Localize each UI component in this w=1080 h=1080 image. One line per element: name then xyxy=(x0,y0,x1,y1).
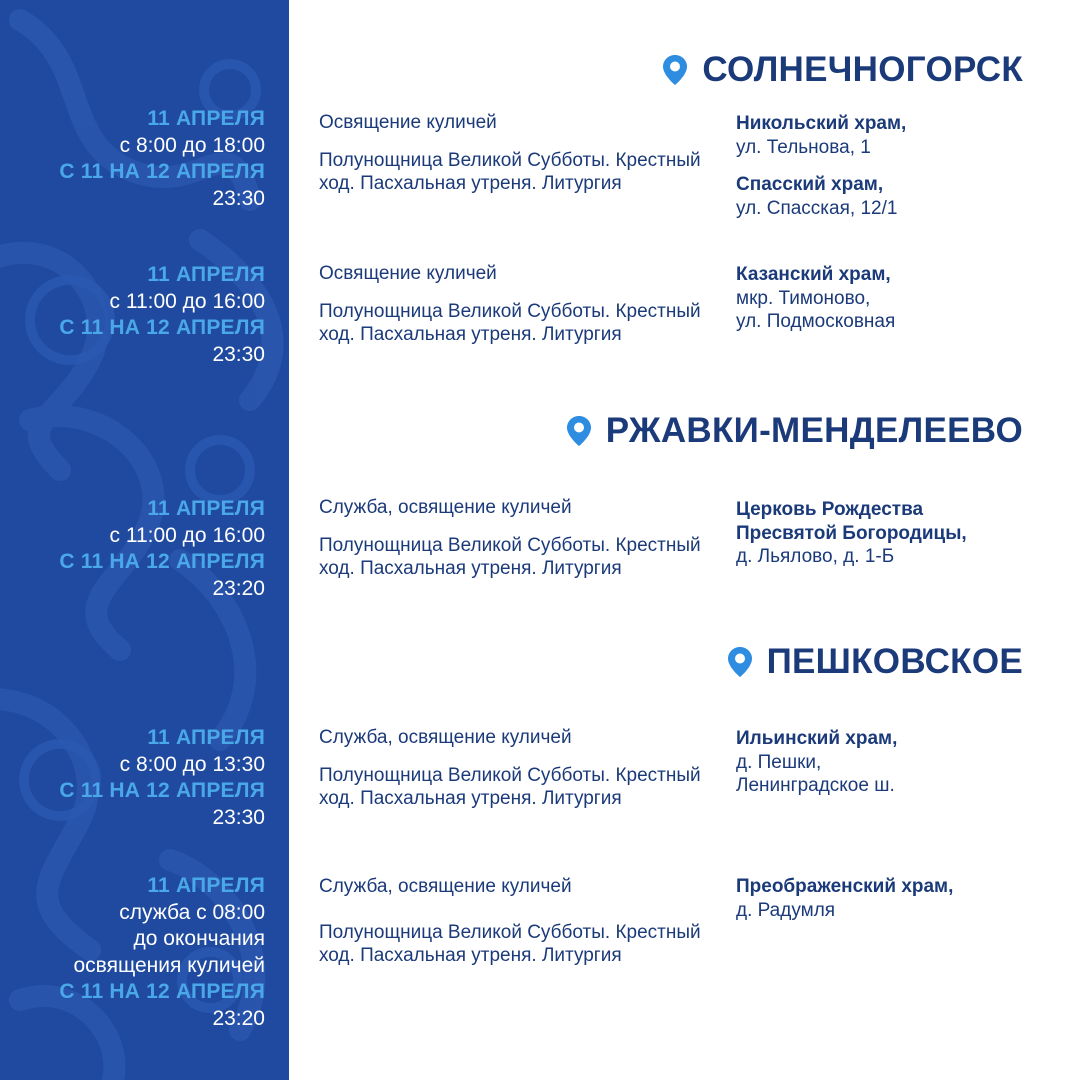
event-text: Полунощница Великой Субботы. Крестный ход. Пасхальная утреня. Литургия xyxy=(319,534,701,579)
time-text: освящения куличей xyxy=(73,953,265,977)
time-range: с 11:00 до 16:00 xyxy=(109,523,265,547)
date-label: 11 АПРЕЛЯ xyxy=(147,726,265,749)
event-text: Служба, освящение куличей xyxy=(319,497,572,518)
date-label: С 11 НА 12 АПРЕЛЯ xyxy=(59,316,265,339)
date-label: С 11 НА 12 АПРЕЛЯ xyxy=(59,550,265,573)
church-name: Ильинский храм, xyxy=(736,728,898,749)
event-list xyxy=(319,496,709,581)
date-block xyxy=(5,262,265,368)
date-label: С 11 НА 12 АПРЕЛЯ xyxy=(59,980,265,1003)
time-value: 23:20 xyxy=(212,1006,265,1030)
event-text: Полунощница Великой Субботы. Крестный ход. Пасхальная утреня. Литургия xyxy=(319,149,701,194)
church-name: Церковь Рождества xyxy=(736,499,924,520)
city-heading xyxy=(727,640,1023,684)
date-label: С 11 НА 12 АПРЕЛЯ xyxy=(59,160,265,183)
place-block xyxy=(736,112,1056,220)
date-label: 11 АПРЕЛЯ xyxy=(147,107,265,130)
church-address: д. Пешки, xyxy=(736,751,822,773)
church-address: д. Льялово, д. 1-Б xyxy=(736,546,895,567)
time-range: с 8:00 до 13:30 xyxy=(119,752,265,776)
event-list xyxy=(319,726,709,811)
city-heading xyxy=(566,409,1023,453)
date-label: 11 АПРЕЛЯ xyxy=(147,874,265,897)
church-address: ул. Тельнова, 1 xyxy=(736,136,871,158)
date-label: 11 АПРЕЛЯ xyxy=(147,263,265,286)
date-block xyxy=(5,106,265,212)
church-address: ул. Спасская, 12/1 xyxy=(736,197,898,219)
place-block xyxy=(736,875,1056,922)
place-block xyxy=(736,263,1056,334)
location-pin-icon xyxy=(662,54,688,86)
city-heading xyxy=(662,48,1023,92)
city-name: ПЕШКОВСКОЕ xyxy=(766,642,1023,681)
city-name: РЖАВКИ-МЕНДЕЛЕЕВО xyxy=(605,411,1023,450)
event-text: Полунощница Великой Субботы. Крестный ход. Пасхальная утреня. Литургия xyxy=(319,921,701,966)
event-list xyxy=(319,262,709,347)
date-block xyxy=(5,873,265,1032)
event-text: Служба, освящение куличей xyxy=(319,727,572,748)
place-block xyxy=(736,498,1056,569)
time-range: с 8:00 до 18:00 xyxy=(119,133,265,157)
time-range: с 11:00 до 16:00 xyxy=(109,289,265,313)
date-block xyxy=(5,496,265,602)
event-text: Служба, освящение куличей xyxy=(319,876,572,897)
church-address: Ленинградское ш. xyxy=(736,775,895,796)
event-list xyxy=(319,111,709,196)
church-name: Пресвятой Богородицы, xyxy=(736,522,967,544)
date-label: С 11 НА 12 АПРЕЛЯ xyxy=(59,779,265,802)
time-text: до окончания xyxy=(133,927,265,950)
church-name: Преображенский храм, xyxy=(736,876,954,897)
time-value: 23:30 xyxy=(212,186,265,210)
place-block xyxy=(736,727,1056,798)
event-text: Освящение куличей xyxy=(319,112,497,133)
event-text: Полунощница Великой Субботы. Крестный ход. Пасхальная утреня. Литургия xyxy=(319,300,701,345)
time-text: служба с 08:00 xyxy=(119,900,265,924)
time-value: 23:20 xyxy=(212,576,265,600)
church-address: ул. Подмосковная xyxy=(736,311,896,332)
church-name: Никольский храм, xyxy=(736,113,907,134)
city-name: СОЛНЕЧНОГОРСК xyxy=(702,50,1023,89)
location-pin-icon xyxy=(727,646,753,678)
church-address: мкр. Тимоново, xyxy=(736,287,871,309)
date-block xyxy=(5,725,265,831)
event-text: Освящение куличей xyxy=(319,263,497,284)
time-value: 23:30 xyxy=(212,342,265,366)
church-name: Спасский храм, xyxy=(736,174,884,195)
time-value: 23:30 xyxy=(212,805,265,829)
church-address: д. Радумля xyxy=(736,899,836,921)
event-text: Полунощница Великой Субботы. Крестный ход. Пасхальная утреня. Литургия xyxy=(319,764,701,809)
location-pin-icon xyxy=(566,415,592,447)
event-list xyxy=(319,875,709,968)
date-label: 11 АПРЕЛЯ xyxy=(147,497,265,520)
church-name: Казанский храм, xyxy=(736,264,891,285)
